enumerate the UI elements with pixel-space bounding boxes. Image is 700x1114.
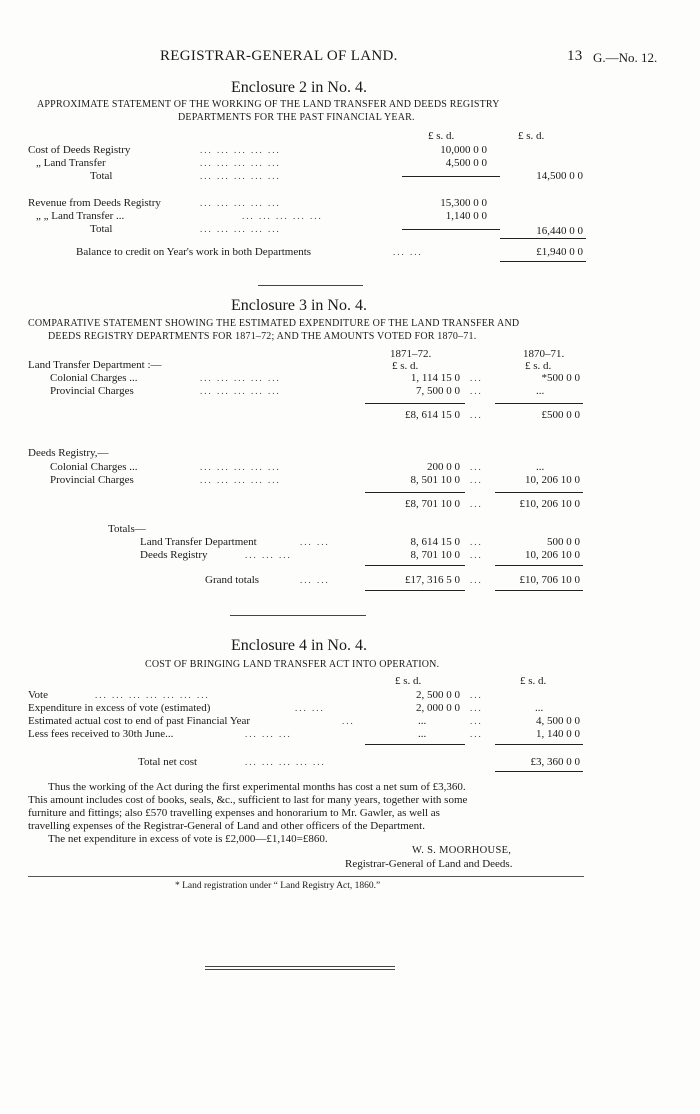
dot-leader: ... ... bbox=[300, 575, 330, 585]
balance-amount: £1,940 0 0 bbox=[536, 246, 583, 258]
total-rule bbox=[500, 238, 586, 239]
dot-leader: ... ... ... ... ... bbox=[242, 211, 323, 221]
row-label: Total bbox=[90, 223, 113, 235]
row-label: Cost of Deeds Registry bbox=[28, 144, 131, 156]
row-label: Colonial Charges ... bbox=[50, 372, 138, 384]
enclosure-3-subtitle-2: DEEDS REGISTRY DEPARTMENTS FOR 1871–72; AND THE AMOUNTS VOTED FOR 1870–71. bbox=[48, 331, 477, 342]
page-number: 13 bbox=[567, 48, 583, 64]
subtotal-1870: £10, 206 10 0 bbox=[519, 498, 580, 510]
amount: 4,500 0 0 bbox=[445, 157, 487, 169]
document-reference: G.—No. 12. bbox=[593, 50, 658, 65]
row-label: Colonial Charges ... bbox=[50, 461, 138, 473]
totals-label: Totals— bbox=[108, 523, 146, 535]
amount-1870: ... bbox=[536, 385, 545, 397]
dot-leader: ... bbox=[470, 575, 483, 585]
dot-leader: ... ... ... ... ... bbox=[200, 386, 281, 396]
enclosure-2-subtitle-1: APPROXIMATE STATEMENT OF THE WORKING OF THE LAND TRANSFER AND DEEDS REGISTRY bbox=[37, 99, 500, 110]
amount-actual-cost: 4, 500 0 0 bbox=[536, 715, 580, 727]
dot-leader: ... ... ... ... ... bbox=[200, 462, 281, 472]
subtotal-1871: £8, 614 15 0 bbox=[405, 409, 460, 421]
row-label: Estimated actual cost to end of past Financial Year bbox=[28, 715, 251, 727]
dot-leader: ... bbox=[470, 716, 483, 726]
row-label: „ Land Transfer bbox=[36, 157, 106, 169]
amount-1870: *500 0 0 bbox=[541, 372, 580, 384]
dot-leader: ... bbox=[470, 690, 483, 700]
dot-leader: ... ... ... ... ... bbox=[200, 224, 281, 234]
net-cost-label: Total net cost bbox=[138, 756, 198, 768]
dot-leader: ... bbox=[470, 410, 483, 420]
amount-vote: 2, 500 0 0 bbox=[416, 689, 460, 701]
dot-leader: ... ... ... ... ... bbox=[200, 198, 281, 208]
enclosure-2-title: Enclosure 2 in No. 4. bbox=[231, 79, 367, 96]
dot-leader: ... bbox=[470, 499, 483, 509]
footnote: * Land registration under “ Land Registry Act, 1860.” bbox=[175, 881, 381, 891]
amount-1871: 7, 500 0 0 bbox=[416, 385, 460, 397]
subtotal-rule bbox=[402, 176, 500, 177]
dot-leader: ... ... ... ... ... bbox=[200, 475, 281, 485]
subtotal-rule bbox=[495, 744, 583, 745]
row-label: Provincial Charges bbox=[50, 385, 134, 397]
deeds-registry-label: Deeds Registry,— bbox=[28, 447, 109, 459]
currency-header: £ s. d. bbox=[520, 675, 547, 687]
dot-leader: ... bbox=[470, 462, 483, 472]
row-label: Land Transfer Department bbox=[140, 536, 257, 548]
section-divider bbox=[230, 615, 366, 616]
row-label: Provincial Charges bbox=[50, 474, 134, 486]
enclosure-3-subtitle-1: COMPARATIVE STATEMENT SHOWING THE ESTIMATED EXPENDITURE OF THE LAND TRANSFER AND bbox=[28, 318, 520, 329]
subtotal-rule bbox=[495, 492, 583, 493]
row-label: „ „ Land Transfer ... bbox=[36, 210, 125, 222]
grand-total-1871: £17, 316 5 0 bbox=[405, 574, 460, 586]
total-amount: 14,500 0 0 bbox=[536, 170, 583, 182]
amount-1871: 8, 614 15 0 bbox=[410, 536, 460, 548]
subtotal-rule bbox=[495, 565, 583, 566]
subtotal-rule bbox=[365, 403, 465, 404]
subtotal-1870: £500 0 0 bbox=[541, 409, 580, 421]
amount-blank: ... bbox=[535, 702, 544, 714]
year-header-1870: 1870–71. bbox=[523, 348, 565, 360]
amount-1871: 8, 701 10 0 bbox=[410, 549, 460, 561]
subtotal-1871: £8, 701 10 0 bbox=[405, 498, 460, 510]
row-label: Expenditure in excess of vote (estimated) bbox=[28, 702, 211, 714]
enclosure-4-subtitle: COST OF BRINGING LAND TRANSFER ACT INTO OPERATION. bbox=[145, 659, 440, 670]
column-header-pounds: £ s. d. bbox=[428, 130, 455, 142]
dot-leader: ... ... ... ... ... bbox=[200, 373, 281, 383]
year-header-1871: 1871–72. bbox=[390, 348, 432, 360]
dot-leader: ... ... bbox=[300, 537, 330, 547]
paragraph-line: Thus the working of the Act during the first experimental months has cost a net sum of £3,360. bbox=[48, 781, 466, 793]
paragraph-line: This amount includes cost of books, seals, &c., sufficient to last for many years, together with some bbox=[28, 794, 468, 806]
dot-leader: ... ... ... ... ... bbox=[200, 158, 281, 168]
amount-1870: ... bbox=[536, 461, 545, 473]
row-label: Vote bbox=[28, 689, 48, 701]
dot-leader: ... bbox=[470, 537, 483, 547]
subtotal-rule bbox=[365, 565, 465, 566]
paragraph-line: travelling expenses of the Registrar-General of Land and other officers of the Department. bbox=[28, 820, 425, 832]
column-header-pounds-total: £ s. d. bbox=[518, 130, 545, 142]
end-rule bbox=[205, 966, 395, 967]
amount: 10,000 0 0 bbox=[440, 144, 487, 156]
dot-leader: ... ... ... ... ... ... ... bbox=[95, 690, 210, 700]
grand-total-rule bbox=[495, 590, 583, 591]
land-transfer-department-label: Land Transfer Department :— bbox=[28, 359, 162, 371]
dot-leader: ... bbox=[470, 729, 483, 739]
section-divider bbox=[258, 285, 363, 286]
grand-total-rule bbox=[365, 590, 465, 591]
dot-leader: ... ... ... bbox=[245, 729, 292, 739]
dot-leader: ... ... bbox=[393, 247, 423, 257]
dot-leader: ... ... ... ... ... bbox=[200, 145, 281, 155]
grand-total-1870: £10, 706 10 0 bbox=[519, 574, 580, 586]
signature-name: W. S. MOORHOUSE, bbox=[412, 845, 512, 856]
amount-1870: 500 0 0 bbox=[547, 536, 580, 548]
subtotal-rule bbox=[365, 744, 465, 745]
subtotal-rule bbox=[402, 229, 500, 230]
enclosure-4-title: Enclosure 4 in No. 4. bbox=[231, 637, 367, 654]
dot-leader: ... ... bbox=[295, 703, 325, 713]
end-rule bbox=[205, 969, 395, 970]
row-label: Revenue from Deeds Registry bbox=[28, 197, 161, 209]
dot-leader: ... bbox=[470, 386, 483, 396]
balance-rule bbox=[500, 261, 586, 262]
amount-1871: 8, 501 10 0 bbox=[410, 474, 460, 486]
amount: 15,300 0 0 bbox=[440, 197, 487, 209]
signature-title: Registrar-General of Land and Deeds. bbox=[345, 858, 513, 870]
enclosure-3-title: Enclosure 3 in No. 4. bbox=[231, 297, 367, 314]
footnote-rule bbox=[28, 876, 584, 877]
running-head: REGISTRAR-GENERAL OF LAND. bbox=[160, 48, 398, 64]
amount-fees: 1, 140 0 0 bbox=[536, 728, 580, 740]
amount-1870: 10, 206 10 0 bbox=[525, 474, 580, 486]
currency-header: £ s. d. bbox=[392, 360, 419, 372]
dot-leader: ... bbox=[470, 373, 483, 383]
paragraph-line: furniture and fittings; also £570 travelling expenses and honorarium to Mr. Gawler, as well as bbox=[28, 807, 440, 819]
net-cost-rule bbox=[495, 771, 583, 772]
currency-header: £ s. d. bbox=[395, 675, 422, 687]
currency-header: £ s. d. bbox=[525, 360, 552, 372]
dot-leader: ... ... ... ... ... bbox=[200, 171, 281, 181]
grand-totals-label: Grand totals bbox=[205, 574, 260, 586]
amount-1871: 200 0 0 bbox=[427, 461, 460, 473]
amount: 1,140 0 0 bbox=[445, 210, 487, 222]
enclosure-2-subtitle-2: DEPARTMENTS FOR THE PAST FINANCIAL YEAR. bbox=[178, 112, 415, 123]
total-amount: 16,440 0 0 bbox=[536, 225, 583, 237]
row-label: Deeds Registry bbox=[140, 549, 208, 561]
dot-leader: ... ... ... bbox=[245, 550, 292, 560]
row-label: Total bbox=[90, 170, 113, 182]
row-label: Less fees received to 30th June... bbox=[28, 728, 174, 740]
amount-blank: ... bbox=[418, 715, 427, 727]
dot-leader: ... ... ... ... ... bbox=[245, 757, 326, 767]
dot-leader: ... bbox=[470, 475, 483, 485]
balance-label: Balance to credit on Year's work in both Departments bbox=[76, 246, 312, 258]
paragraph-line: The net expenditure in excess of vote is £2,000—£1,140=£860. bbox=[48, 833, 328, 845]
net-cost-amount: £3, 360 0 0 bbox=[530, 756, 580, 768]
subtotal-rule bbox=[495, 403, 583, 404]
dot-leader: ... bbox=[470, 703, 483, 713]
amount-1871: 1, 114 15 0 bbox=[410, 372, 460, 384]
amount-1870: 10, 206 10 0 bbox=[525, 549, 580, 561]
subtotal-rule bbox=[365, 492, 465, 493]
dot-leader: ... bbox=[470, 550, 483, 560]
amount-blank: ... bbox=[418, 728, 427, 740]
dot-leader: ... bbox=[342, 716, 355, 726]
amount-excess: 2, 000 0 0 bbox=[416, 702, 460, 714]
